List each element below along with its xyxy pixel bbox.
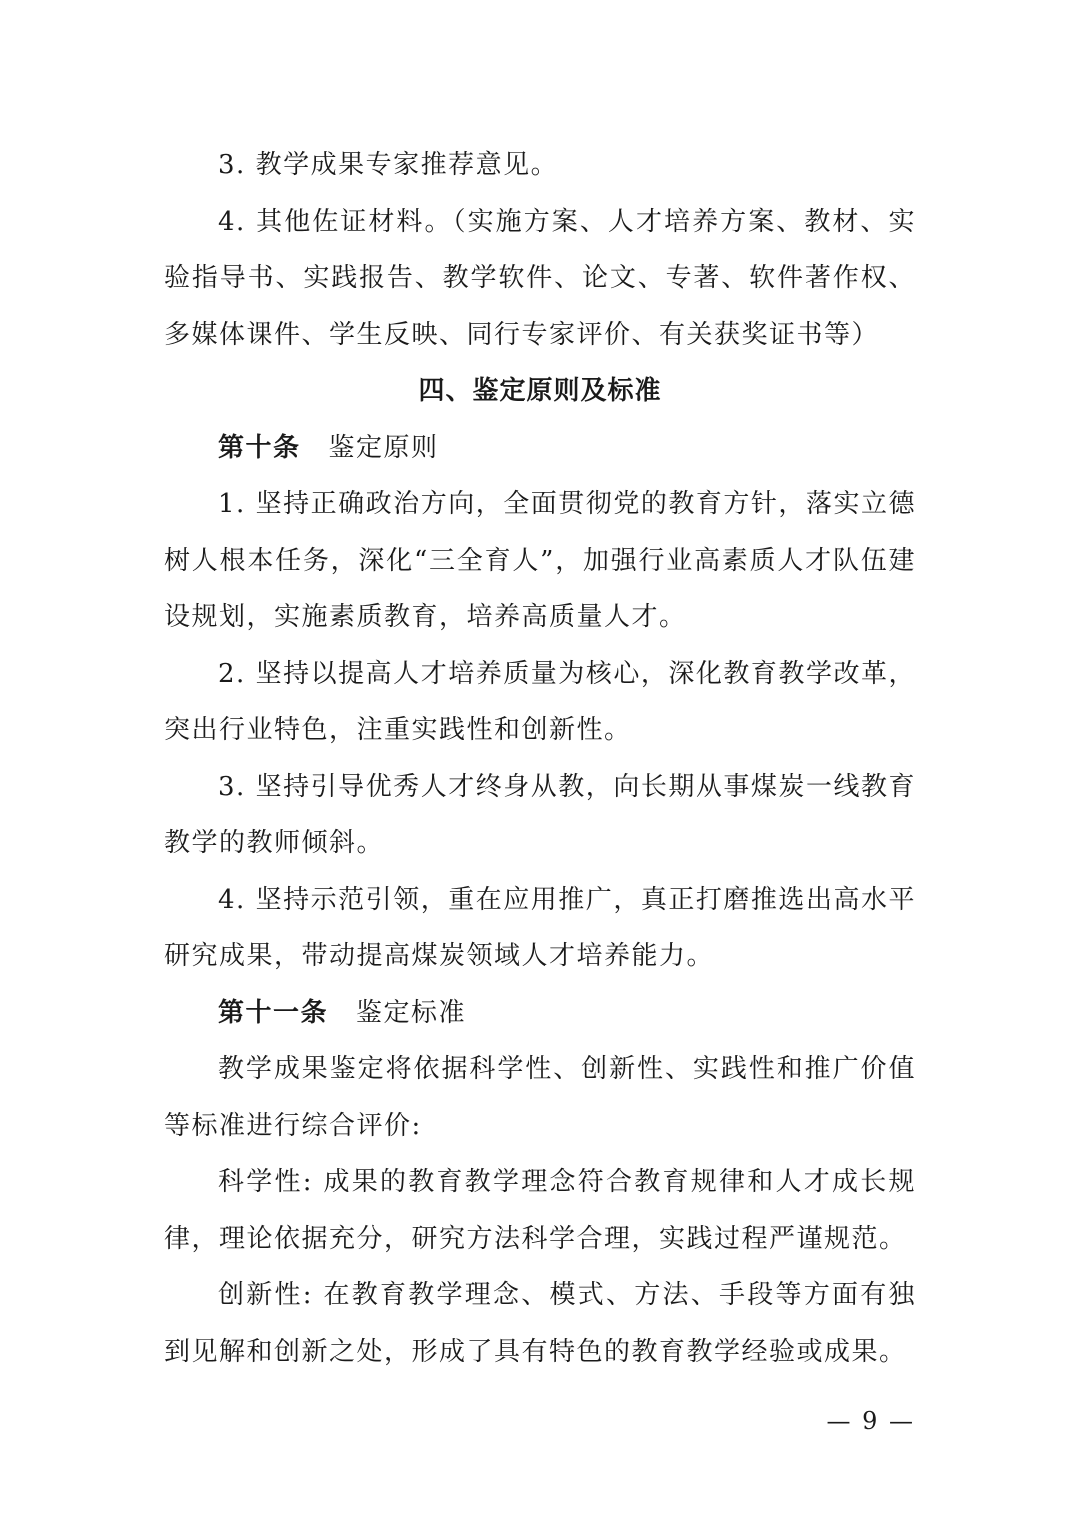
paragraph-supporting-materials: 4. 其他佐证材料。（实施方案、人才培养方案、教材、实验指导书、实践报告、教学软件、论文、专著、软件著作权、多媒体课件、学生反映、同行专家评价、有关获奖证书等）	[164, 206, 916, 350]
page-number: — 9 —	[826, 1407, 915, 1435]
article-11-heading	[164, 985, 916, 1042]
article-10-item: 4. 坚持示范引领，重在应用推广，真正打磨推选出高水平研究成果，带动提高煤炭领域人才培养能力。	[164, 884, 916, 971]
article-10-item: 2. 坚持以提高人才培养质量为核心，深化教育教学改革，突出行业特色，注重实践性和创新性。	[164, 658, 916, 745]
article-10-title: 鉴定原则	[328, 432, 439, 463]
article-10-item: 1. 坚持正确政治方向，全面贯彻党的教育方针，落实立德树人根本任务，深化“三全育人”，加强行业高素质人才队伍建设规划，实施素质教育，培养高质量人才。	[164, 489, 916, 632]
section-heading: 四、鉴定原则及标准	[418, 376, 662, 406]
article-10-item: 3. 坚持引导优秀人才终身从教，向长期从事煤炭一线教育教学的教师倾斜。	[164, 771, 916, 858]
article-10-heading	[164, 420, 916, 477]
article-11-title: 鉴定标准	[356, 997, 467, 1028]
article-11-item: 教学成果鉴定将依据科学性、创新性、实践性和推广价值等标准进行综合评价:	[164, 1054, 916, 1141]
article-11-item: 创新性: 在教育教学理念、模式、方法、手段等方面有独到见解和创新之处，形成了具有特色的教育教学经验或成果。	[164, 1280, 916, 1367]
article-11-item: 科学性: 成果的教育教学理念符合教育规律和人才成长规律，理论依据充分，研究方法科学合理，实践过程严谨规范。	[164, 1167, 916, 1254]
article-11-label: 第十一条	[218, 997, 329, 1028]
paragraph-expert-opinion: 3. 教学成果专家推荐意见。	[218, 150, 559, 180]
page-content	[164, 137, 916, 1380]
article-10-label: 第十条	[218, 432, 301, 463]
